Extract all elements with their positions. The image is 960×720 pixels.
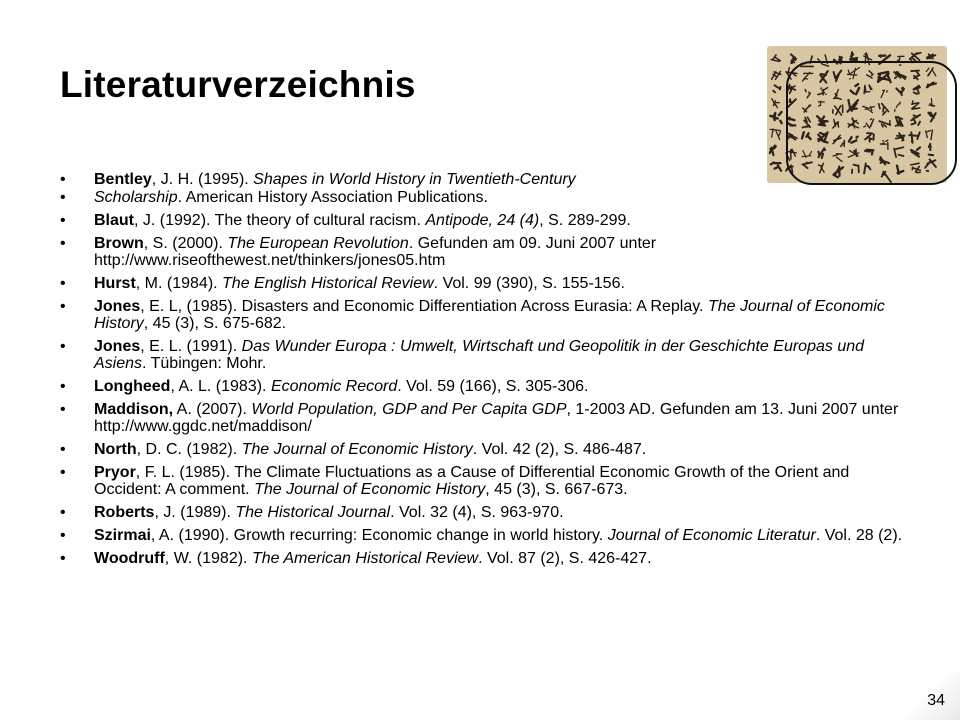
reference-item [60, 171, 920, 188]
reference-text: , E. L. (1991). [140, 338, 242, 355]
reference-text: , 45 (3), S. 675-682. [143, 315, 287, 332]
reference-text: , 1-2003 AD. Gefunden am 13. Juni 2007 unter http://www.ggdc.net/maddison/ [94, 401, 899, 435]
reference-text: , J. (1992). The theory of cultural racism. [134, 212, 426, 229]
reference-text: , J. H. (1995). [151, 171, 254, 188]
calligraphy-glyph [850, 52, 857, 61]
reference-title: Economic Record [270, 378, 398, 395]
page-number: 34 [927, 692, 945, 709]
reference-title: The Historical Journal [235, 504, 391, 521]
reference-text: . Vol. 99 (390), S. 155-156. [433, 275, 625, 292]
reference-text: , S. (2000). [143, 235, 228, 252]
reference-item [60, 504, 920, 521]
reference-item [60, 212, 920, 229]
reference-text: . Vol. 59 (166), S. 305-306. [397, 378, 589, 395]
reference-author: Szirmai [94, 527, 151, 544]
slide-title: Literaturverzeichnis [60, 64, 416, 105]
reference-text: , A. L. (1983). [170, 378, 271, 395]
reference-author: Longheed [94, 378, 171, 395]
reference-author: Maddison, [94, 401, 174, 418]
reference-item [60, 378, 920, 395]
reference-text: , E. L, (1985). Disasters and Economic Differentiation Across Eurasia: A Replay. [140, 298, 708, 315]
calligraphy-glyph [770, 112, 781, 123]
reference-title: Shapes in World History in Twentieth-Century [253, 171, 576, 188]
reference-item [60, 401, 920, 435]
reference-item [60, 298, 920, 332]
reference-title: The European Revolution [227, 235, 409, 252]
reference-text: , M. (1984). [135, 275, 223, 292]
reference-title: Scholarship [94, 189, 178, 206]
reference-text: . Gefunden am 09. Juni 2007 unter http://www.riseofthewest.net/thinkers/jones05.htm [94, 235, 657, 269]
reference-title: Das Wunder Europa : Umwelt, Wirtschaft und Geopolitik in der Geschichte Europas und Asiens [94, 338, 865, 372]
calligraphy-glyph [770, 129, 780, 140]
reference-text: , D. C. (1982). [136, 441, 242, 458]
reference-item [60, 338, 920, 372]
reference-text: . Vol. 42 (2), S. 486-487. [472, 441, 647, 458]
reference-author: Woodruff [94, 550, 165, 567]
reference-item [60, 464, 920, 498]
reference-text: , W. (1982). [164, 550, 252, 567]
reference-author: Jones [94, 298, 141, 315]
reference-title: The Journal of Economic History [241, 441, 473, 458]
reference-author: Roberts [94, 504, 155, 521]
reference-text: , A. (1990). Growth recurring: Economic change in world history. [150, 527, 608, 544]
reference-title: The English Historical Review [222, 275, 434, 292]
reference-title: World Population, GDP and Per Capita GDP [251, 401, 567, 418]
reference-item [60, 550, 920, 567]
calligraphy-glyph [772, 99, 779, 108]
reference-text: , S. 289-299. [539, 212, 631, 229]
reference-title: Journal of Economic Literatur [607, 527, 816, 544]
reference-text: . Vol. 32 (4), S. 963-970. [390, 504, 564, 521]
reference-title: The Journal of Economic History [94, 298, 885, 332]
reference-text: A. (2007). [173, 401, 252, 418]
calligraphy-glyph [791, 54, 796, 63]
reference-item [60, 189, 920, 206]
calligraphy-glyph [770, 146, 776, 156]
reference-list [60, 171, 920, 573]
reference-author: Bentley [94, 171, 152, 188]
reference-author: Blaut [94, 212, 134, 229]
reference-text: . Vol. 28 (2). [815, 527, 903, 544]
reference-author: Hurst [94, 275, 136, 292]
reference-author: Pryor [94, 464, 136, 481]
reference-text: . Tübingen: Mohr. [142, 355, 267, 372]
reference-text: . American History Association Publications. [177, 189, 488, 206]
reference-title: The Journal of Economic History [254, 481, 486, 498]
calligraphy-glyph [771, 55, 780, 62]
reference-text: . Vol. 87 (2), S. 426-427. [478, 550, 652, 567]
reference-text: , 45 (3), S. 667-673. [485, 481, 628, 498]
calligraphy-glyph [927, 54, 936, 58]
reference-text: , F. L. (1985). The Climate Fluctuations as a Cause of Differential Economic Growth of the Orient and Occident: A comment. [94, 464, 850, 498]
reference-title: Antipode, 24 (4) [425, 212, 540, 229]
calligraphy-glyph [771, 163, 781, 171]
reference-author: North [94, 441, 137, 458]
reference-text: , J. (1989). [154, 504, 236, 521]
reference-item [60, 527, 920, 544]
reference-item [60, 275, 920, 292]
reference-title: The American Historical Review [251, 550, 479, 567]
reference-author: Jones [94, 338, 141, 355]
rounded-frame [786, 61, 957, 185]
reference-author: Brown [94, 235, 144, 252]
reference-item [60, 235, 920, 269]
calligraphy-glyph [773, 85, 780, 92]
calligraphy-glyph [772, 71, 781, 79]
reference-item [60, 441, 920, 458]
